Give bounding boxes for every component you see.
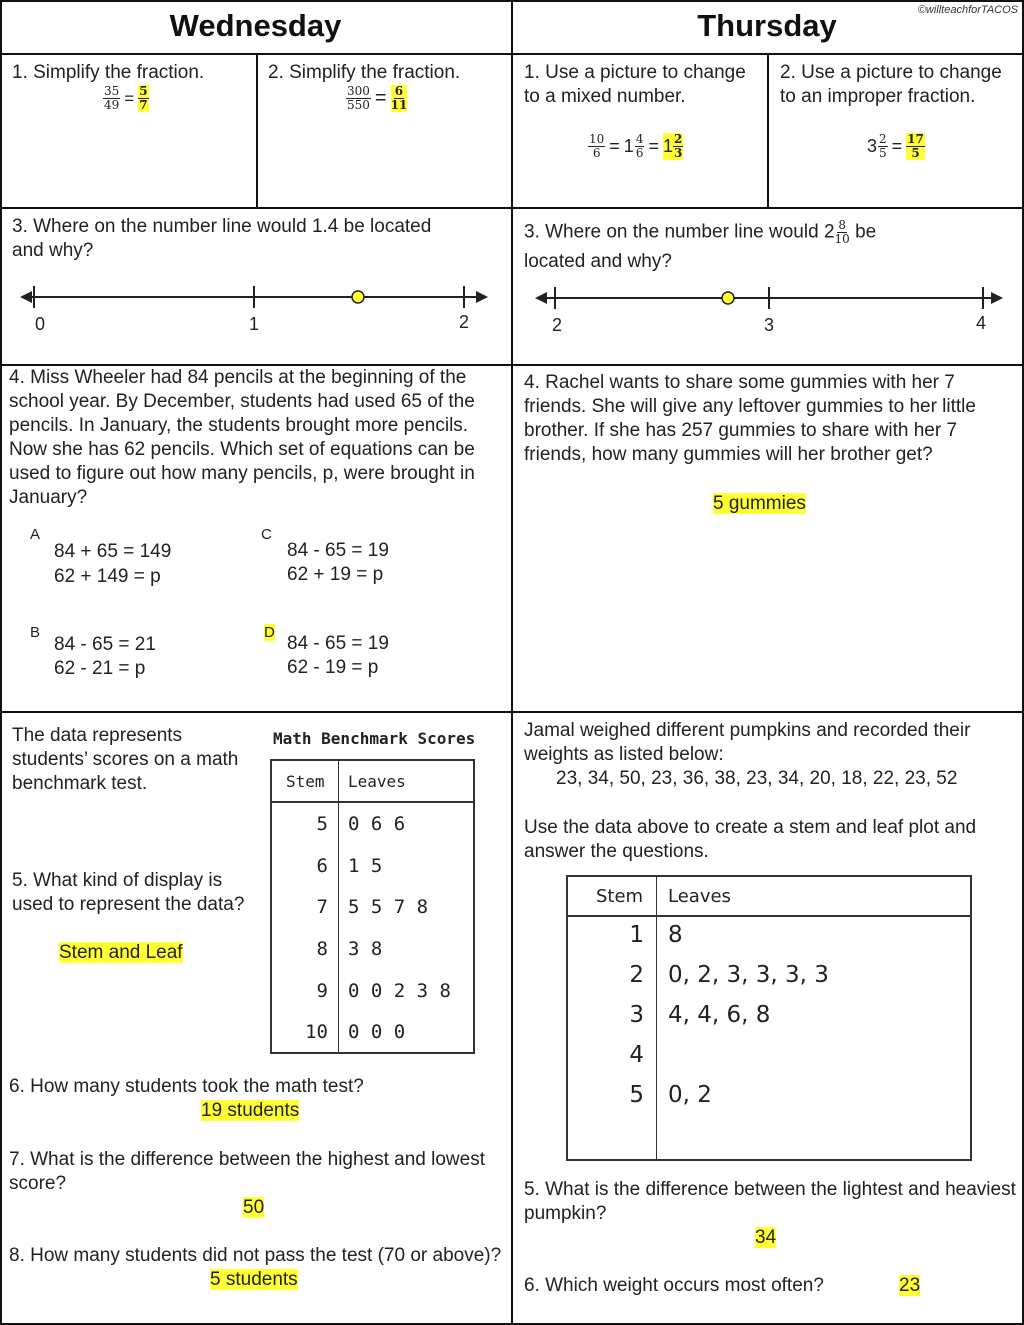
option-b-line1: 84 - 65 = 21: [54, 634, 156, 655]
wed-q6-prompt: 6. How many students took the math test?: [9, 1076, 364, 1097]
thursday-heading: Thursday: [697, 8, 837, 43]
thu-q2-math: 3 $\frac{2}{5}$ = $\frac{17}{5}$: [867, 132, 924, 160]
thu-q3-prompt: 3. Where on the number line would 2 $\frac{8}{10}$ be: [524, 218, 877, 246]
wed-tick-0: 0: [34, 314, 46, 334]
wed-q2-answer: $\frac{6}{11}$: [390, 84, 408, 112]
thu-row-stem: 4: [629, 1042, 644, 1068]
thu-q1-fraction: $\frac{10}{6}$: [589, 132, 605, 160]
wed-q8-answer: 5 students: [210, 1269, 298, 1290]
wed-row-stem: 9: [316, 980, 328, 1002]
wed-tick-2: 2: [458, 312, 470, 332]
option-a-letter: A: [30, 526, 41, 543]
thu-row-stem: 2: [629, 962, 644, 988]
wed-table-header-divider: [272, 801, 473, 803]
thu-tick-4: 4: [975, 313, 987, 333]
border-left: [0, 0, 2, 1325]
option-b-letter: B: [30, 624, 41, 641]
thu-data-intro: Jamal weighed different pumpkins and recorded their weights as listed below:: [524, 720, 971, 765]
wednesday-heading: Wednesday: [169, 8, 342, 43]
wed-number-line-point: [352, 291, 364, 303]
thu-row-stem: 5: [629, 1082, 644, 1108]
wed-q1-math: $\frac{35}{49}$ = $\frac{5}{7}$: [104, 84, 148, 112]
thu-tick-3: 3: [763, 315, 775, 335]
wed-row-stem: 7: [316, 896, 328, 918]
wed-tick-1: 1: [248, 314, 260, 334]
thu-table-header-divider: [568, 915, 970, 917]
thu-q3-fraction: $\frac{8}{10}$: [834, 218, 850, 246]
wed-q8-prompt: 8. How many students did not pass the test (70 or above)?: [9, 1245, 502, 1266]
wed-row-leaves: 1 5: [348, 855, 383, 877]
thu-q1-math: $\frac{10}{6}$ = 1 $\frac{4}{6}$ = 1 $\frac{2}{3}$: [589, 132, 683, 160]
wed-q2-prompt: 2. Simplify the fraction.: [268, 62, 461, 83]
wed-table-leaves-header: Leaves: [348, 772, 406, 791]
option-c-line1: 84 - 65 = 19: [287, 540, 389, 561]
option-d-letter: D: [264, 624, 275, 641]
option-c-letter: C: [261, 526, 272, 543]
thu-row-leaves: 0, 2: [668, 1082, 712, 1108]
wed-row-leaves: 3 8: [348, 938, 383, 960]
wed-q3-prompt: 3. Where on the number line would 1.4 be located and why?: [12, 216, 432, 261]
wed-row-leaves: 0 0 0: [348, 1021, 406, 1043]
header-divider: [0, 53, 1024, 55]
wed-q2-math: $\frac{300}{550}$ = $\frac{6}{11}$: [347, 84, 408, 112]
wed-q1-answer: $\frac{5}{7}$: [139, 84, 148, 112]
wed-row-stem: 5: [316, 813, 328, 835]
thu-tick-2: 2: [551, 315, 563, 335]
wed-q7-answer: 50: [243, 1197, 265, 1218]
thu-number-line-point: [722, 292, 734, 304]
thu-table-col-divider: [656, 877, 657, 1159]
wed-q4-prompt: 4. Miss Wheeler had 84 pencils at the beginning of the school year. By December, students had used 65 of the pencils. In January, the students brought more pencils. Now she has 62 pencils. Which set of equations can be used to figure out how many pencils, p, were brought in January?: [9, 367, 475, 508]
thu-row-leaves: 4, 4, 6, 8: [668, 1002, 771, 1028]
wed-row-stem: 10: [305, 1021, 328, 1043]
wed-row-leaves: 0 0 2 3 8: [348, 980, 451, 1002]
option-a-line1: 84 + 65 = 149: [54, 541, 172, 562]
row3-divider: [0, 711, 1024, 713]
wed-q5-answer: Stem and Leaf: [59, 942, 183, 963]
option-d-line2: 62 - 19 = p: [287, 657, 379, 678]
thu-q1-prompt: 1. Use a picture to change to a mixed number.: [524, 62, 746, 107]
thu-row-leaves: 0, 2, 3, 3, 3, 3: [668, 962, 829, 988]
thu-table-stem-header: Stem: [596, 886, 644, 907]
thu-q1-mid: $\frac{4}{6}$: [635, 132, 644, 160]
wed-row-leaves: 5 5 7 8: [348, 896, 429, 918]
thu-instruction: Use the data above to create a stem and leaf plot and answer the questions.: [524, 817, 977, 862]
wed-q1-prompt: 1. Simplify the fraction.: [12, 62, 205, 83]
wed-table-title: Math Benchmark Scores: [273, 729, 476, 748]
wed-data-intro: The data represents students’ scores on a math benchmark test.: [12, 725, 239, 794]
wed-table-col-divider: [338, 761, 339, 1052]
option-a-line2: 62 + 149 = p: [54, 566, 161, 587]
wed-number-line: [20, 282, 490, 337]
wed-table-stem-header: Stem: [286, 772, 325, 791]
thu-q6-answer: 23: [899, 1275, 921, 1296]
thu-q2-fraction: $\frac{2}{5}$: [879, 132, 887, 160]
thu-q5-prompt: 5. What is the difference between the lightest and heaviest pumpkin?: [524, 1179, 1016, 1224]
wed-q1-fraction: $\frac{35}{49}$: [104, 84, 120, 112]
row1-divider: [0, 207, 1024, 209]
credit-text: ©willteachforTACOS: [917, 4, 1018, 16]
wed-q6-answer: 19 students: [201, 1100, 300, 1121]
thu-q1-q2-divider: [767, 54, 769, 207]
option-d-line1: 84 - 65 = 19: [287, 633, 389, 654]
thu-data-list: 23, 34, 50, 23, 36, 38, 23, 34, 20, 18, 22, 23, 52: [556, 768, 958, 789]
wed-row-leaves: 0 6 6: [348, 813, 406, 835]
wed-q1-q2-divider: [256, 54, 258, 207]
wed-q2-fraction: $\frac{300}{550}$: [347, 84, 370, 112]
option-c-line2: 62 + 19 = p: [287, 564, 384, 585]
thu-row-stem: 3: [629, 1002, 644, 1028]
thu-q3-prompt-2: located and why?: [524, 251, 672, 272]
thu-table-leaves-header: Leaves: [668, 886, 731, 907]
wed-stem-leaf-table: [270, 759, 475, 1054]
thu-q2-prompt: 2. Use a picture to change to an improper fraction.: [780, 62, 1002, 107]
option-b-line2: 62 - 21 = p: [54, 658, 146, 679]
wed-row-stem: 8: [316, 938, 328, 960]
thu-q5-answer: 34: [755, 1227, 777, 1248]
thu-q2-answer: $\frac{17}{5}$: [907, 132, 924, 160]
wed-q7-prompt: 7. What is the difference between the highest and lowest score?: [9, 1149, 486, 1194]
thu-row-leaves: 8: [668, 922, 683, 948]
thu-q4-answer: 5 gummies: [713, 493, 806, 514]
wed-q5-prompt: 5. What kind of display is used to represent the data?: [12, 870, 245, 915]
center-divider: [511, 0, 513, 1325]
thu-row-stem: 1: [629, 922, 644, 948]
thu-q6-prompt: 6. Which weight occurs most often?: [524, 1275, 824, 1296]
thu-q4-prompt: 4. Rachel wants to share some gummies with her 7 friends. She will give any leftover gummies to her little brother. If she has 257 gummies to share with her 7 friends, how many gummies will her brother get?: [524, 372, 976, 465]
wed-row-stem: 6: [316, 855, 328, 877]
thu-q1-answer: 1 $\frac{2}{3}$: [662, 132, 683, 160]
thu-stem-leaf-table: [566, 875, 972, 1161]
thu-number-line: [535, 283, 1005, 338]
